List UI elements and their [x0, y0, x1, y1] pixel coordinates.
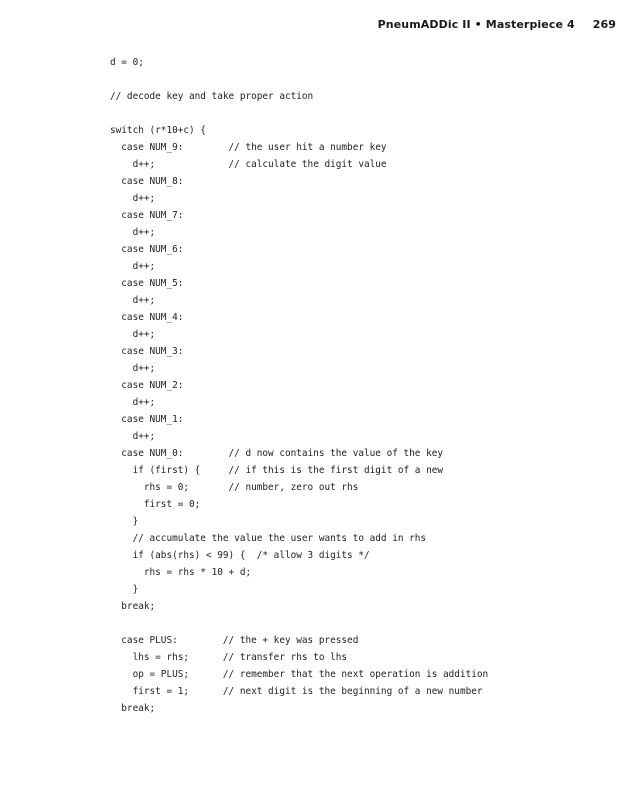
running-head	[378, 18, 616, 31]
code-line: case NUM_2:	[110, 380, 184, 391]
code-line: case NUM_3:	[110, 346, 184, 357]
page-number: 269	[592, 18, 616, 31]
header-separator: •	[474, 18, 482, 31]
code-line: case NUM_0: // d now contains the value of the key	[110, 448, 444, 459]
code-line: d++;	[110, 227, 156, 238]
code-line: case NUM_4:	[110, 312, 184, 323]
code-line: case NUM_8:	[110, 176, 184, 187]
code-line: case NUM_5:	[110, 278, 184, 289]
code-line: // accumulate the value the user wants to add in rhs	[110, 533, 427, 544]
code-line: break;	[110, 703, 156, 714]
code-line: first = 1; // next digit is the beginning of a new number	[110, 686, 483, 697]
code-line: if (abs(rhs) < 99) { /* allow 3 digits */	[110, 550, 370, 561]
code-line: op = PLUS; // remember that the next operation is addition	[110, 669, 489, 680]
code-line: d++;	[110, 363, 156, 374]
code-line: break;	[110, 601, 156, 612]
code-line: d++; // calculate the digit value	[110, 159, 387, 170]
code-line: rhs = rhs * 10 + d;	[110, 567, 252, 578]
code-line: d++;	[110, 431, 156, 442]
code-line: }	[110, 516, 139, 527]
code-line: d++;	[110, 261, 156, 272]
code-line: case NUM_7:	[110, 210, 184, 221]
code-line: d++;	[110, 397, 156, 408]
code-line: d++;	[110, 193, 156, 204]
code-line: d++;	[110, 329, 156, 340]
code-line: d = 0;	[110, 57, 144, 68]
code-line: if (first) { // if this is the first digit of a new	[110, 465, 444, 476]
code-line: }	[110, 584, 139, 595]
code-line: // decode key and take proper action	[110, 91, 314, 102]
section-title: Masterpiece 4	[485, 18, 575, 31]
code-line: case PLUS: // the + key was pressed	[110, 635, 359, 646]
code-line: switch (r*10+c) {	[110, 125, 206, 136]
code-line: first = 0;	[110, 499, 201, 510]
book-title: PneumADDic II	[377, 18, 471, 31]
code-line: case NUM_1:	[110, 414, 184, 425]
code-line: rhs = 0; // number, zero out rhs	[110, 482, 359, 493]
code-line: case NUM_6:	[110, 244, 184, 255]
code-line: d++;	[110, 295, 156, 306]
code-line: case NUM_9: // the user hit a number key	[110, 142, 387, 153]
code-line: lhs = rhs; // transfer rhs to lhs	[110, 652, 348, 663]
